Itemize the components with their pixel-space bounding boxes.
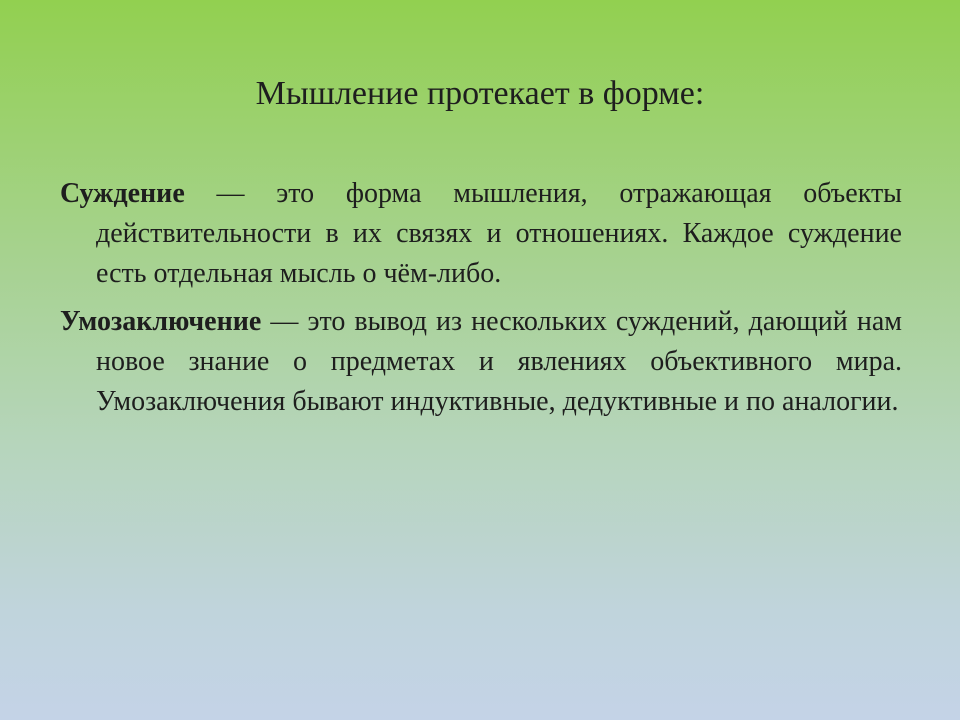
definition-judgment bbox=[60, 174, 902, 294]
term-inference: Умозаключение bbox=[60, 306, 262, 337]
term-judgment: Суждение bbox=[60, 178, 185, 209]
slide-title: Мышление протекает в форме: bbox=[255, 75, 705, 112]
slide-body bbox=[60, 174, 902, 430]
definition-inference bbox=[60, 302, 902, 422]
definition-judgment-text: — это форма мышления, отражающая объекты действительности в их связях и отношениях. Каждое суждение есть отдельная мысль о чём-либо. bbox=[96, 178, 902, 289]
definition-inference-text: — это вывод из нескольких суждений, дающий нам новое знание о предметах и явлениях объективного мира. Умозаключения бывают индуктивные, дедуктивные и по аналогии. bbox=[96, 306, 902, 417]
